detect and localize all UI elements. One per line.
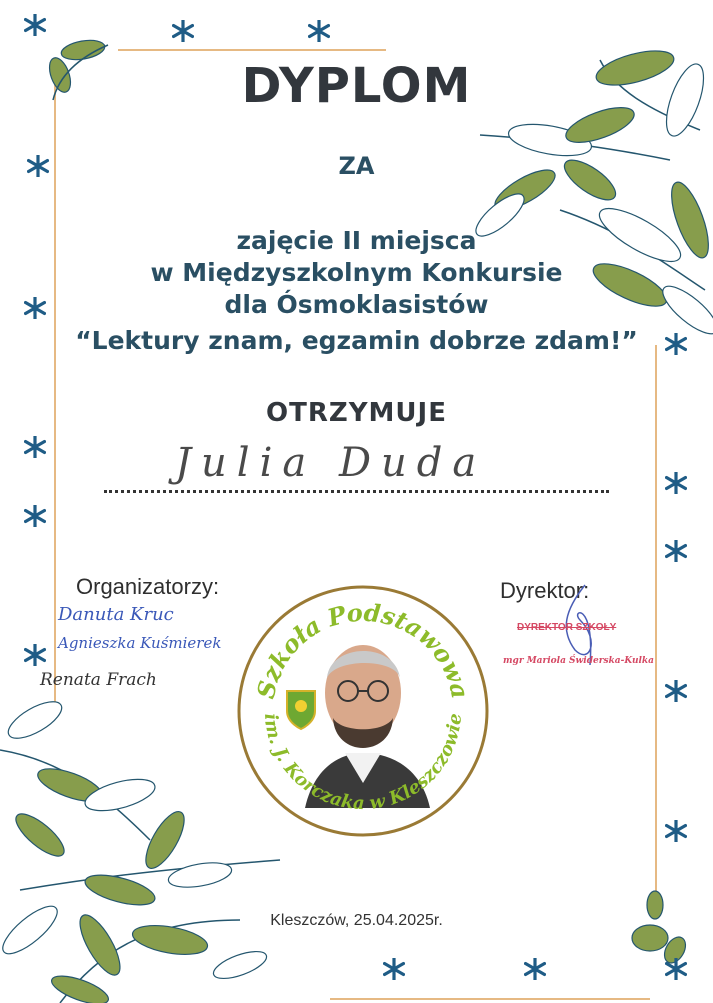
za-label: ZA xyxy=(338,152,375,180)
star-icon xyxy=(665,820,687,842)
organizer-signature: Agnieszka Kuśmierek xyxy=(58,634,222,652)
director-stamp-title: DYREKTOR SZKOŁY xyxy=(517,622,617,633)
star-icon xyxy=(24,644,46,666)
star-icon xyxy=(665,680,687,702)
star-icon xyxy=(665,958,687,980)
organizer-signature: Danuta Kruc xyxy=(58,604,174,625)
recipient-label: OTRZYMUJE xyxy=(266,398,447,428)
frame-right-line xyxy=(655,345,657,905)
star-icon xyxy=(665,540,687,562)
star-icon xyxy=(24,505,46,527)
school-seal xyxy=(235,583,491,839)
star-icon xyxy=(665,472,687,494)
seal-text-bottom: im. J. Korczaka w Kleszczowie xyxy=(259,712,467,815)
director-stamp-name: mgr Mariola Świderska-Kulka xyxy=(503,656,654,666)
frame-bottom-line xyxy=(330,998,650,1000)
star-icon xyxy=(172,20,194,42)
frame-top-line xyxy=(118,49,386,51)
star-icon xyxy=(24,436,46,458)
star-icon xyxy=(383,958,405,980)
issue-date: Kleszczów, 25.04.2025r. xyxy=(270,912,443,929)
director-label: Dyrektor: xyxy=(500,578,590,603)
organizers-label: Organizatorzy: xyxy=(76,574,220,599)
star-icon xyxy=(524,958,546,980)
award-line-3: dla Ósmoklasistów xyxy=(224,290,489,319)
award-line-1: zajęcie II miejsca xyxy=(236,226,477,255)
diploma-title: DYPLOM xyxy=(241,58,472,114)
star-icon xyxy=(24,14,46,36)
contest-title: “Lektury znam, egzamin dobrze zdam!” xyxy=(75,326,638,355)
award-line-2: w Międzyszkolnym Konkursie xyxy=(150,258,563,287)
organizer-signature: Renata Frach xyxy=(40,670,157,690)
recipient-name: Julia Duda xyxy=(175,440,487,486)
seal-text-top: Szkoła Podstawowa xyxy=(250,597,476,702)
name-dotted-line xyxy=(104,490,609,493)
star-icon xyxy=(308,20,330,42)
